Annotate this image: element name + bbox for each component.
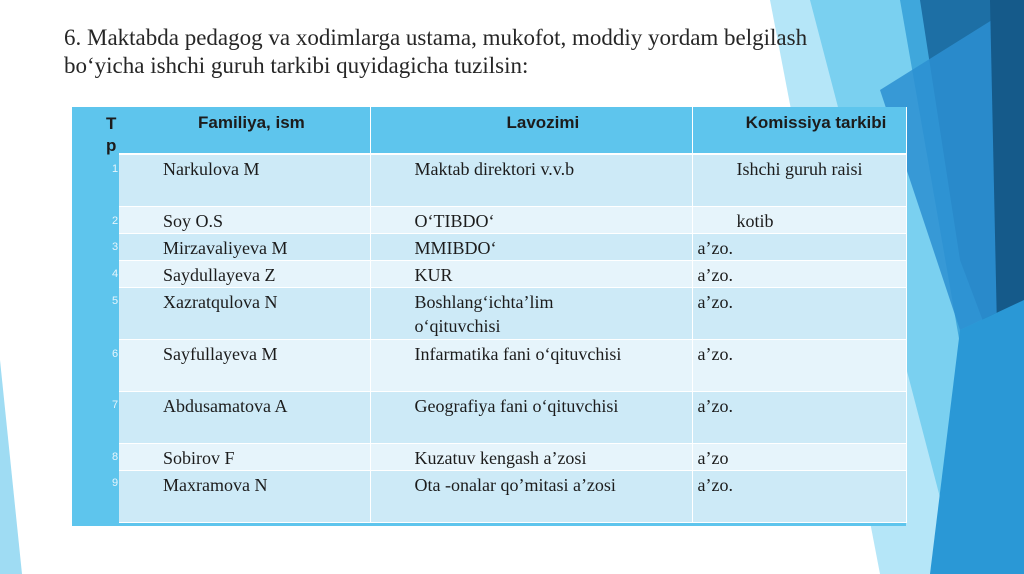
- cell-role: a’zo.: [692, 260, 906, 287]
- table-row: [119, 154, 906, 206]
- cell-role: a’zo.: [692, 287, 906, 339]
- cell-role: kotib: [692, 206, 906, 233]
- cell-role: a’zo.: [692, 233, 906, 260]
- table-row: [119, 287, 906, 339]
- cell-position: Ota -onalar qo’mitasi a’zosi: [370, 470, 692, 522]
- row-number: 2: [112, 215, 119, 227]
- cell-name: Narkulova M: [119, 154, 370, 206]
- cell-role: a’zo.: [692, 339, 906, 391]
- table-row: [119, 391, 906, 443]
- cell-role: a’zo.: [692, 470, 906, 522]
- row-number: 3: [112, 241, 119, 253]
- table-row: [119, 470, 906, 522]
- number-column: [72, 107, 120, 526]
- table-row: [119, 206, 906, 233]
- slide-title-line-2: bo‘yicha ishchi guruh tarkibi quyidagicha tuzilsin:: [64, 53, 529, 78]
- cell-role: a’zo.: [692, 391, 906, 443]
- cell-name: Mirzavaliyeva M: [119, 233, 370, 260]
- cell-role: Ishchi guruh raisi: [692, 154, 906, 206]
- slide-title-line-1: 6. Maktabda pedagog va xodimlarga ustama, mukofot, moddiy yordam belgilash: [64, 25, 808, 50]
- cell-position: Kuzatuv kengash a’zosi: [370, 443, 692, 470]
- cell-position: MMIBDO‘: [370, 233, 692, 260]
- header-name: Familiya, ism: [119, 107, 370, 154]
- number-column-header: T p: [106, 114, 117, 155]
- cell-position: Maktab direktori v.v.b: [370, 154, 692, 206]
- cell-position: KUR: [370, 260, 692, 287]
- table-row: [119, 443, 906, 470]
- header-position: Lavozimi: [370, 107, 692, 154]
- cell-name: Maxramova N: [119, 470, 370, 522]
- cell-position: O‘TIBDO‘: [370, 206, 692, 233]
- row-number: 1: [112, 163, 119, 175]
- cell-position: Geografiya fani o‘qituvchisi: [370, 391, 692, 443]
- cell-name: Soy O.S: [119, 206, 370, 233]
- table-row: [119, 339, 906, 391]
- cell-name: Sayfullayeva M: [119, 339, 370, 391]
- header-role: Komissiya tarkibi: [692, 107, 906, 154]
- row-number: 5: [112, 295, 119, 307]
- row-number: 9: [112, 477, 119, 489]
- row-number: 8: [112, 451, 119, 463]
- cell-name: Sobirov F: [119, 443, 370, 470]
- cell-role: a’zo: [692, 443, 906, 470]
- slide-title: [64, 24, 924, 80]
- left-accent-stripe: [0, 360, 22, 574]
- cell-position: Boshlang‘ichta’lim o‘qituvchisi: [370, 287, 692, 339]
- table-header-row: [119, 107, 906, 154]
- cell-name: Saydullayeva Z: [119, 260, 370, 287]
- cell-name: Xazratqulova N: [119, 287, 370, 339]
- row-number: 4: [112, 268, 119, 280]
- table-row: [119, 260, 906, 287]
- committee-table: [72, 107, 906, 526]
- cell-position: Infarmatika fani o‘qituvchisi: [370, 339, 692, 391]
- committee-table-grid: [119, 107, 907, 523]
- table-row: [119, 233, 906, 260]
- row-number: 7: [112, 399, 119, 411]
- row-number: 6: [112, 348, 119, 360]
- cell-name: Abdusamatova A: [119, 391, 370, 443]
